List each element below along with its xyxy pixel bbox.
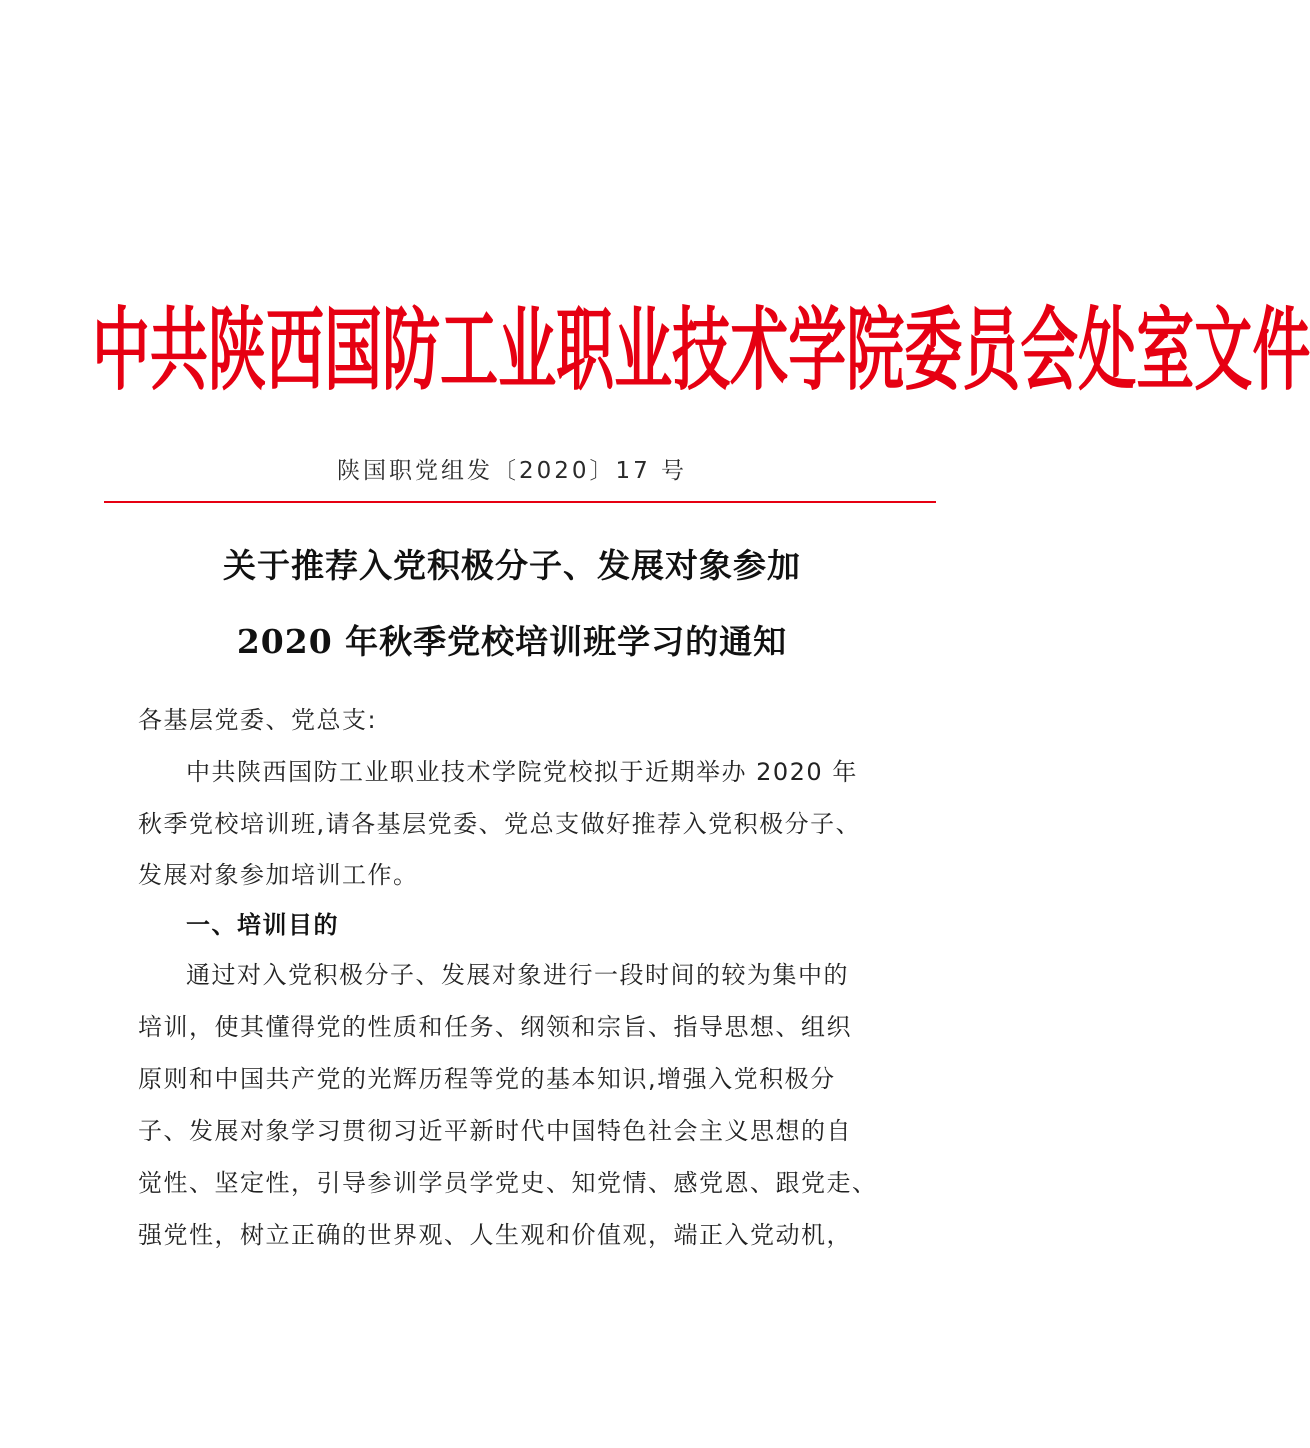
masthead-char: 室 xyxy=(1136,297,1195,403)
document-number: 陕国职党组发〔2020〕17 号 xyxy=(336,458,688,484)
document-body xyxy=(138,0,898,1448)
section-line: 原则和中国共产党的光辉历程等党的基本知识,增强入党积极分 xyxy=(138,1065,836,1093)
section-line: 通过对入党积极分子、发展对象进行一段时间的较为集中的 xyxy=(186,961,849,989)
masthead-char: 会 xyxy=(1020,297,1079,403)
notice-title-line-1: 关于推荐入党积极分子、发展对象参加 xyxy=(223,546,801,585)
masthead-char: 委 xyxy=(904,297,963,403)
masthead-char: 共 xyxy=(150,297,209,403)
intro-line: 中共陕西国防工业职业技术学院党校拟于近期举办 2020 年 xyxy=(186,758,858,786)
masthead-char: 院 xyxy=(846,297,905,403)
masthead-char: 业 xyxy=(498,297,557,403)
masthead-char: 国 xyxy=(324,297,383,403)
notice-title-line-2: 2020 年秋季党校培训班学习的通知 xyxy=(236,622,788,661)
masthead-char: 业 xyxy=(614,297,673,403)
salutation: 各基层党委、党总支: xyxy=(138,706,378,734)
masthead-char: 学 xyxy=(788,297,847,403)
masthead-char: 工 xyxy=(440,297,499,403)
masthead-char: 件 xyxy=(1252,297,1310,403)
section-line: 培训，使其懂得党的性质和任务、纲领和宗旨、指导思想、组织 xyxy=(138,1013,852,1041)
masthead-char: 员 xyxy=(962,297,1021,403)
masthead-char: 文 xyxy=(1194,297,1253,403)
masthead-char: 陕 xyxy=(208,297,267,403)
intro-line: 秋季党校培训班,请各基层党委、党总支做好推荐入党积极分子、 xyxy=(138,810,862,838)
masthead-char: 职 xyxy=(556,297,615,403)
masthead-char: 术 xyxy=(730,297,789,403)
section-line: 觉性、坚定性，引导参训学员学党史、知党情、感党恩、跟党走、 xyxy=(138,1169,878,1197)
masthead-char: 防 xyxy=(382,297,441,403)
section-heading: 一、培训目的 xyxy=(186,911,339,939)
section-line: 强党性，树立正确的世界观、人生观和价值观，端正入党动机， xyxy=(138,1221,852,1249)
masthead-char: 西 xyxy=(266,297,325,403)
masthead-char: 中 xyxy=(92,297,151,403)
section-line: 子、发展对象学习贯彻习近平新时代中国特色社会主义思想的自 xyxy=(138,1117,852,1145)
intro-line: 发展对象参加培训工作。 xyxy=(138,861,419,889)
masthead-char: 技 xyxy=(672,297,731,403)
masthead-char: 处 xyxy=(1078,297,1137,403)
